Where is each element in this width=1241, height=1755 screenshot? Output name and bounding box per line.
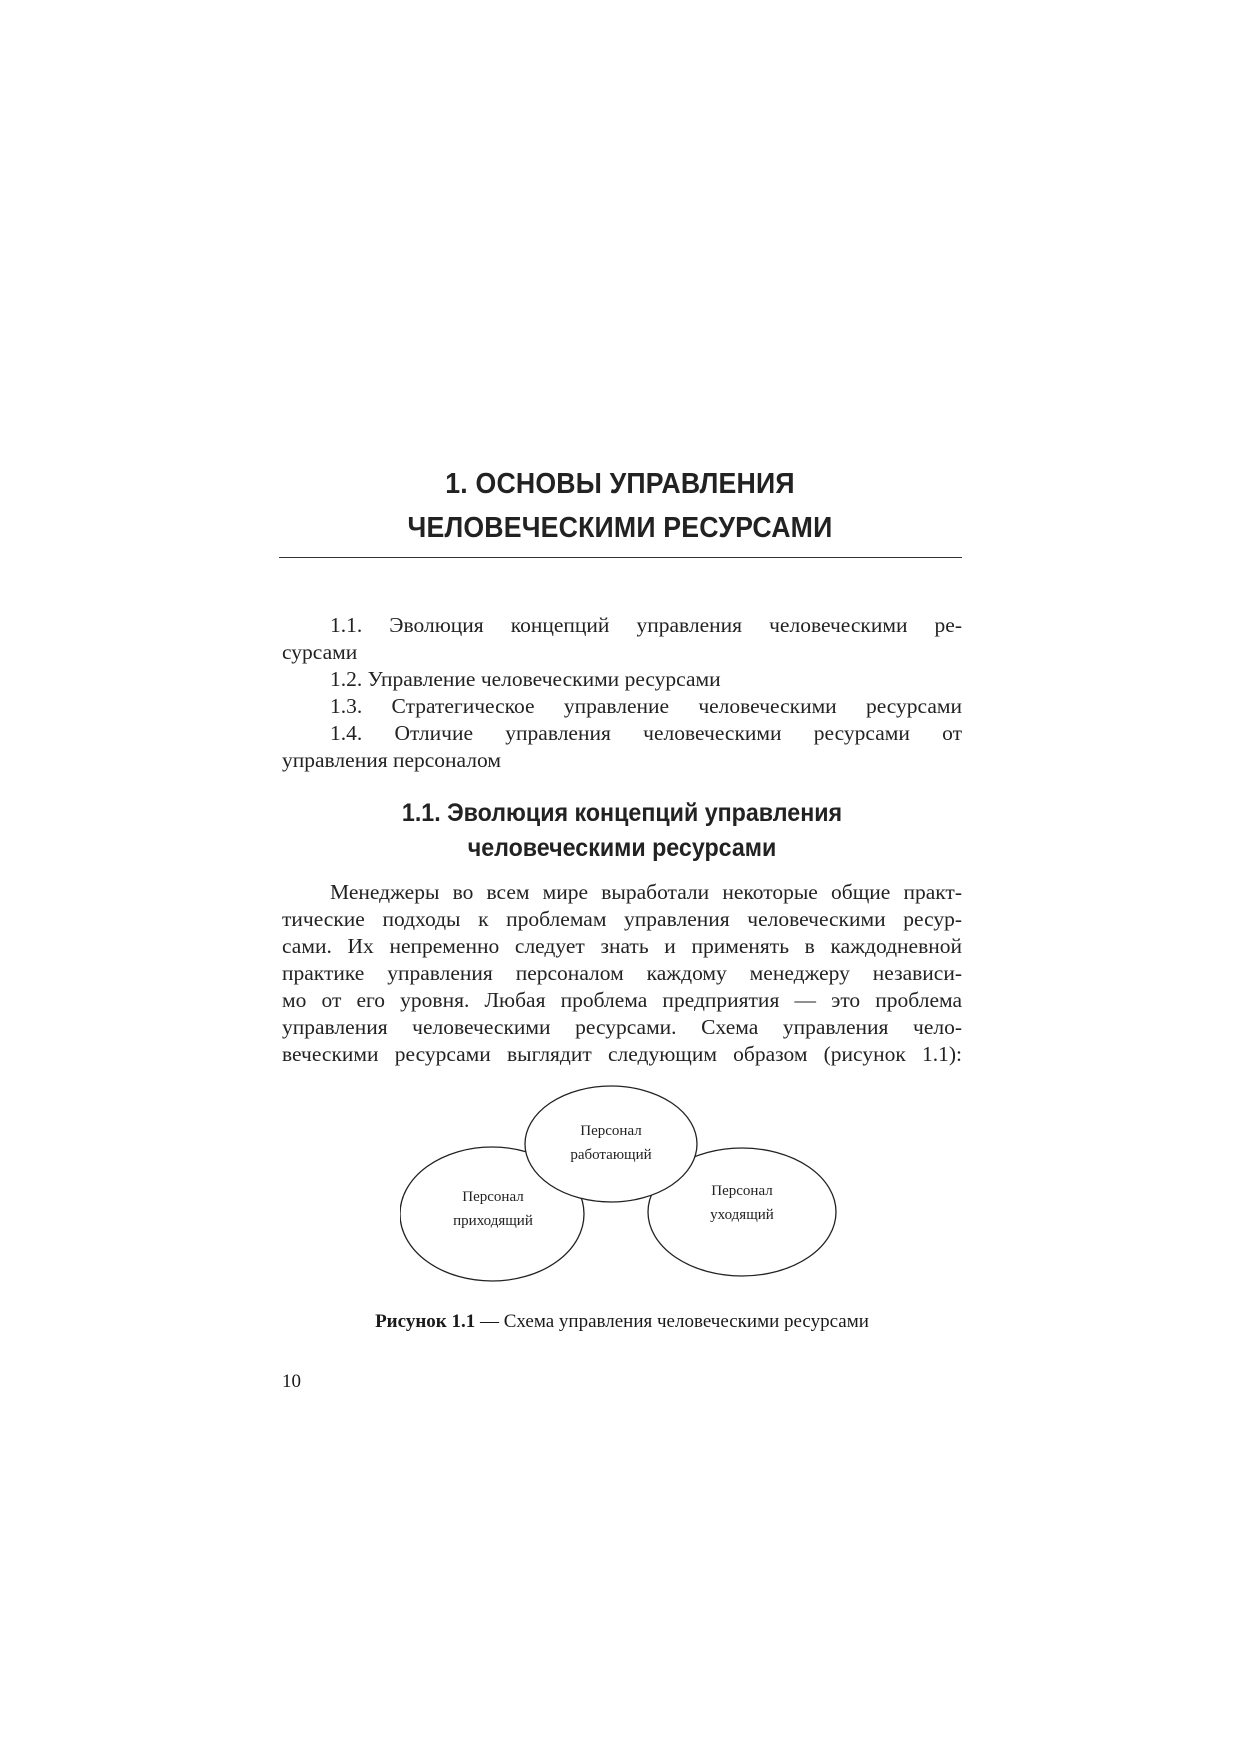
leaving-label-line-2: уходящий (710, 1207, 774, 1223)
figure-label: Рисунок 1.1 (375, 1311, 476, 1332)
working-label-line-1: Персонал (580, 1123, 642, 1139)
figure-caption-text: — Схема управления человеческими ресурсами (475, 1311, 869, 1332)
body-line: сами. Их непременно следует знать и применять в каждодневной (282, 934, 962, 958)
body-line: мо от его уровня. Любая проблема предприятия — это проблема (282, 988, 962, 1012)
hr-management-diagram (400, 1078, 845, 1300)
toc-item-1-2: 1.2. Управление человеческими ресурсами (330, 667, 721, 691)
incoming-label-line-2: приходящий (453, 1213, 533, 1229)
toc-item-1-1-line-1: 1.1. Эволюция концепций управления человеческими ре- (330, 613, 962, 637)
section-title-line-1: 1.1. Эволюция концепций управления (401, 799, 843, 827)
chapter-title-line-1: 1. ОСНОВЫ УПРАВЛЕНИЯ (445, 468, 795, 500)
figure-caption (282, 1311, 962, 1333)
working-label-line-2: работающий (570, 1147, 652, 1163)
incoming-label-line-1: Персонал (462, 1189, 524, 1205)
toc-item-1-4-line-2: управления персоналом (282, 748, 501, 772)
toc-item-1-1-line-2: сурсами (282, 640, 358, 664)
body-line: тические подходы к проблемам управления человеческими ресур- (282, 907, 962, 931)
working-personnel-ellipse (525, 1086, 697, 1202)
toc-item-1-3: 1.3. Стратегическое управление человеческими ресурсами (330, 694, 962, 718)
leaving-label-line-1: Персонал (711, 1183, 773, 1199)
body-line: управления человеческими ресурсами. Схема управления чело- (282, 1015, 962, 1039)
chapter-title-line-2: ЧЕЛОВЕЧЕСКИМИ РЕСУРСАМИ (407, 512, 833, 544)
toc-item-1-4-line-1: 1.4. Отличие управления человеческими ресурсами от (330, 721, 962, 745)
page-number: 10 (282, 1371, 301, 1392)
section-title-line-2: человеческими ресурсами (467, 834, 777, 862)
body-line: практике управления персоналом каждому менеджеру независи- (282, 961, 962, 985)
chapter-divider (279, 557, 962, 558)
body-line: Менеджеры во всем мире выработали некоторые общие практ- (330, 880, 962, 904)
body-line: веческими ресурсами выглядит следующим образом (рисунок 1.1): (282, 1042, 962, 1066)
